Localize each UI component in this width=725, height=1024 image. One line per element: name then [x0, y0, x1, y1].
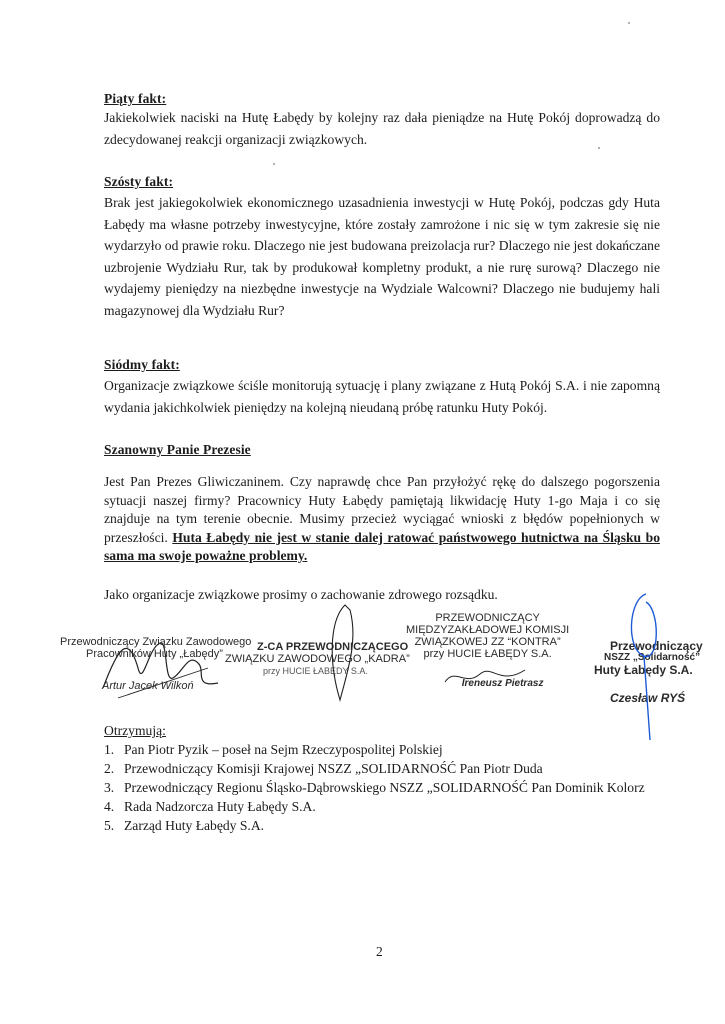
recipient-text: Przewodniczący Komisji Krajowej NSZZ „SOLIDARNOŚĆ Pan Piotr Duda: [124, 761, 543, 776]
stamp3-line2: MIĘDZYZAKŁADOWEJ KOMISJI: [406, 624, 570, 636]
stamp4-line2: NSZZ „Solidarność”: [604, 652, 701, 663]
list-item: [104, 778, 645, 797]
stamp4-name: Czesław RYŚ: [610, 691, 686, 705]
closing-line: Jako organizacje związkowe prosimy o zachowanie zdrowego rozsądku.: [104, 587, 498, 602]
list-item: [104, 797, 645, 816]
fact6-paragraph: Brak jest jakiegokolwiek ekonomicznego uzasadnienia inwestycji w Hutę Pokój, podczas gdy Huta Łabędy ma własne potrzeby inwestycyjne, które zostały zamrożone i nic się w tym zakresie się nie wydarzyło od prawie roku. Dlaczego nie jest budowana preizolacja rur? Dlaczego nie jest dokańczane uzbrojenie Wydziału Rur, tak by produkował kompletny produkt, a nie rurę surową? Dlaczego nie wydajemy pieniędzy na niezbędne inwestycje na Wydziale Walcowni? Dlaczego nie budujemy hali magazynowej dla Wydziału Rur?: [104, 195, 660, 318]
recipients-heading: Otrzymują:: [104, 723, 166, 738]
address-paragraph: [104, 473, 660, 566]
stamp1-name: Artur Jacek Wilkoń: [102, 680, 194, 692]
list-item: [104, 816, 645, 835]
stamp3-line3: ZWIĄZKOWEJ ZZ “KONTRA”: [414, 636, 561, 648]
address-emphasis: Huta Łabędy nie jest w stanie dalej ratować państwowego hutnictwa na Śląsku bo sama ma swoje poważne problemy.: [104, 529, 660, 563]
list-item: [104, 740, 645, 759]
stamp1-line2: Pracowników Huty „Łabędy”: [86, 648, 223, 660]
recipient-number: 3.: [104, 780, 115, 795]
scan-speck: [628, 22, 630, 24]
page-number: 2: [376, 944, 383, 959]
handwritten-signature-3: [440, 662, 530, 692]
recipient-text: Rada Nadzorcza Huty Łabędy S.A.: [124, 799, 316, 814]
stamp1-line1: Przewodniczący Związku Zawodowego: [60, 636, 252, 648]
stamp3-line4: przy HUCIE ŁABĘDY S.A.: [423, 648, 552, 660]
union-stamp-2: [225, 641, 410, 677]
stamp2-line2: ZWIĄZKU ZAWODOWEGO „KADRA”: [225, 653, 410, 665]
stamp4-line3: Huty Łabędy S.A.: [594, 663, 693, 677]
fact7-paragraph: Organizacje związkowe ściśle monitorują sytuację i plany związane z Hutą Pokój S.A. i nie zapomną wydania jakichkolwiek pieniędzy na kolejną nieudaną próbę ratunku Huty Pokój.: [104, 378, 660, 415]
address-text: Jest Pan Prezes Gliwiczaninem. Czy naprawdę chce Pan przyłożyć rękę do dalszego pogorszenia sytuacji naszej firmy? Pracownicy Huty Łabędy pamiętają likwidację Huty 1-go Maja i co się znajduje na tym terenie obecnie. Musimy przecież wyciągać wnioski z błędów popełnionych w przeszłości.: [104, 474, 660, 545]
handwritten-signature-2: [320, 600, 370, 705]
fact6-heading: Szósty fakt:: [104, 174, 174, 189]
fact5-heading: Piąty fakt:: [104, 91, 167, 106]
stamp3-name: Ireneusz Pietrasz: [461, 678, 544, 689]
fact7-heading: Siódmy fakt:: [104, 357, 180, 372]
recipient-number: 5.: [104, 818, 115, 833]
recipient-number: 2.: [104, 761, 115, 776]
list-item: [104, 759, 645, 778]
recipient-text: Pan Piotr Pyzik – poseł na Sejm Rzeczypospolitej Polskiej: [124, 742, 443, 757]
stamp2-line1: Z-CA PRZEWODNICZĄCEGO: [257, 641, 409, 653]
recipients-list: [104, 740, 645, 835]
address-heading: Szanowny Panie Prezesie: [104, 442, 251, 457]
recipient-number: 4.: [104, 799, 115, 814]
recipient-number: 1.: [104, 742, 115, 757]
stamp3-line1: PRZEWODNICZĄCY: [435, 612, 540, 624]
recipients-section: [104, 721, 645, 835]
recipient-text: Przewodniczący Regionu Śląsko-Dąbrowskiego NSZZ „SOLIDARNOŚĆ Pan Dominik Kolorz: [124, 780, 645, 795]
fact5-paragraph: Jakiekolwiek naciski na Hutę Łabędy by kolejny raz dała pieniądze na Hutę Pokój doprowadzą do zdecydowanej reakcji organizacji związkowych.: [104, 110, 660, 147]
stamp4-line1: Przewodniczący: [610, 639, 703, 653]
scan-speck: [273, 163, 275, 165]
handwritten-signature-1: [98, 628, 228, 708]
stamp2-line3: przy HUCIE ŁABĘDY S.A.: [263, 666, 368, 676]
recipient-text: Zarząd Huty Łabędy S.A.: [124, 818, 265, 833]
